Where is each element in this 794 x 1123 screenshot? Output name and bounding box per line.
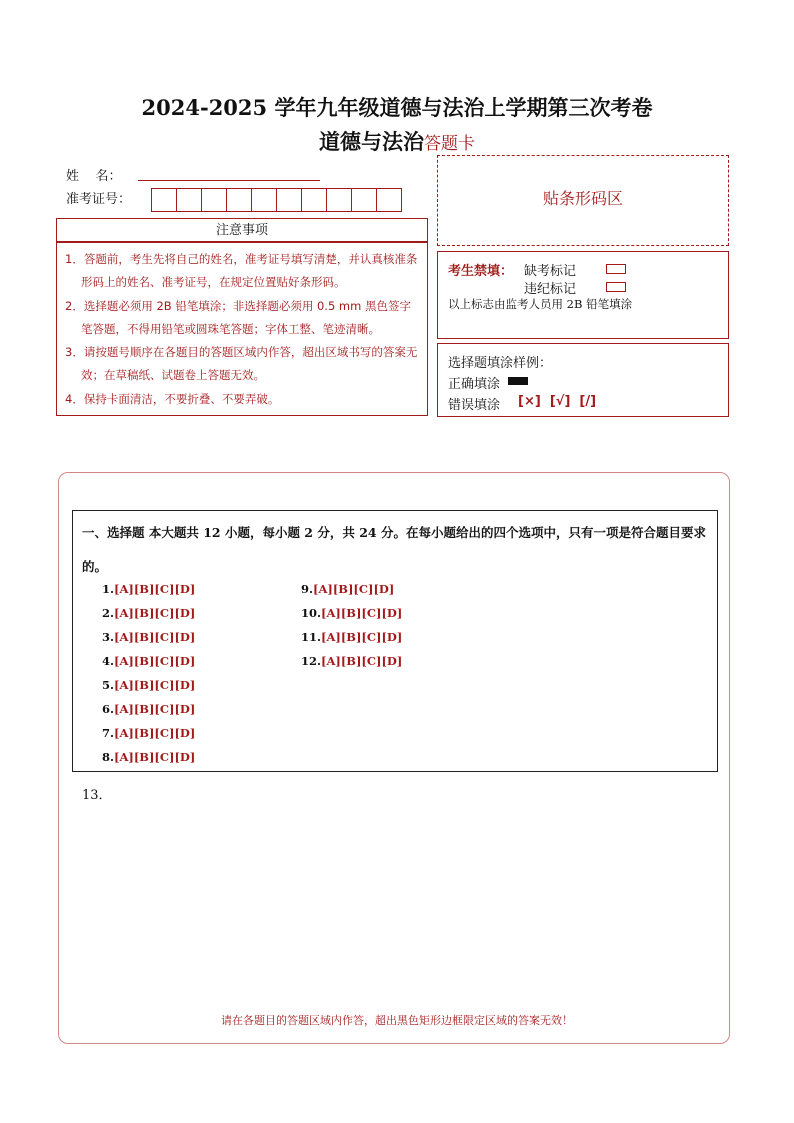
choice-question-5[interactable] [102, 678, 195, 692]
choice-question-2[interactable] [102, 606, 195, 620]
footer-warning: 请在各题目的答题区域内作答，超出黑色矩形边框限定区域的答案无效！ [221, 1014, 573, 1027]
ban-label: 考生禁填： [448, 264, 514, 279]
question-number: 2. [102, 606, 115, 620]
correct-fill-sample [508, 377, 528, 385]
question-number: 4. [102, 654, 115, 668]
question-number: 5. [102, 678, 115, 692]
answer-options[interactable]: [A][B][C][D] [114, 678, 196, 692]
notice-body [56, 242, 428, 416]
notice-title: 注意事项 [56, 218, 428, 242]
choice-question-7[interactable] [102, 726, 195, 740]
answer-options[interactable]: [A][B][C][D] [114, 630, 196, 644]
answer-options[interactable]: [A][B][C][D] [114, 654, 196, 668]
notice-item: 4．保持卡面清洁，不要折叠、不要弄破。 [65, 391, 280, 406]
answer-options[interactable]: [A][B][C][D] [321, 606, 403, 620]
barcode-area: 贴条形码区 [437, 155, 729, 246]
question-number: 1. [102, 582, 115, 596]
answer-options[interactable]: [A][B][C][D] [114, 606, 196, 620]
example-title: 选择题填涂样例： [448, 356, 553, 371]
exam-title: 2024-2025 学年九年级道德与法治上学期第三次考卷 [141, 95, 653, 120]
question-number: 8. [102, 750, 115, 764]
subject-name: 道德与法治 [319, 129, 424, 154]
notice-item: 1．答题前，考生先将自己的姓名，准考证号填写清楚，并认真核准条形码上的姓名、准考证号，在规定位置贴好条形码。 [65, 252, 418, 290]
choice-question-3[interactable] [102, 630, 195, 644]
id-number-boxes[interactable] [152, 188, 402, 212]
id-label: 准考证号： [66, 192, 132, 207]
name-label: 姓 名： [66, 169, 122, 184]
correct-label: 正确填涂 [448, 377, 501, 392]
answer-options[interactable]: [A][B][C][D] [114, 726, 196, 740]
choice-question-11[interactable] [301, 630, 402, 644]
violation-label: 违纪标记 [524, 282, 577, 297]
question-number: 10. [301, 606, 322, 620]
question-number: 6. [102, 702, 115, 716]
section1-heading: 一、选择题 本大题共 12 小题，每小题 2 分，共 24 分。在每小题给出的四个选项中，只有一项是符合题目要求的。 [82, 525, 706, 574]
choice-question-8[interactable] [102, 750, 195, 764]
answer-options[interactable]: [A][B][C][D] [321, 654, 403, 668]
name-input[interactable] [138, 180, 320, 181]
question-number: 7. [102, 726, 115, 740]
choice-question-10[interactable] [301, 606, 402, 620]
choice-question-4[interactable] [102, 654, 195, 668]
question-number: 9. [301, 582, 314, 596]
wrong-fill-samples: [×] [√] [/] [518, 394, 597, 409]
question-number: 12. [301, 654, 322, 668]
subject-title [0, 126, 794, 156]
ban-note: 以上标志由监考人员用 2B 铅笔填涂 [448, 297, 633, 311]
question-number: 3. [102, 630, 115, 644]
fill-example-box [437, 343, 729, 417]
absent-label: 缺考标记 [524, 264, 577, 279]
choice-question-9[interactable] [301, 582, 394, 596]
answer-options[interactable]: [A][B][C][D] [114, 702, 196, 716]
answer-options[interactable]: [A][B][C][D] [313, 582, 395, 596]
answer-options[interactable]: [A][B][C][D] [114, 582, 196, 596]
answer-options[interactable]: [A][B][C][D] [114, 750, 196, 764]
choice-question-6[interactable] [102, 702, 195, 716]
answer-options[interactable]: [A][B][C][D] [321, 630, 403, 644]
absent-mark[interactable] [606, 264, 626, 274]
wrong-label: 错误填涂 [448, 398, 501, 413]
choice-question-1[interactable] [102, 582, 195, 596]
violation-mark[interactable] [606, 282, 626, 292]
notice-item: 2．选择题必须用 2B 铅笔填涂；非选择题必须用 0.5 mm 黑色签字笔答题，不得用铅笔或圆珠笔答题；字体工整、笔迹清晰。 [65, 298, 411, 336]
choice-question-12[interactable] [301, 654, 402, 668]
ban-box [437, 251, 729, 339]
question-number: 11. [301, 630, 322, 644]
answer-card-label: 答题卡 [424, 134, 475, 154]
question-13-label: 13． [82, 788, 112, 803]
notice-item: 3．请按题号顺序在各题目的答题区域内作答，超出区域书写的答案无效；在草稿纸、试题卷上答题无效。 [65, 345, 418, 383]
